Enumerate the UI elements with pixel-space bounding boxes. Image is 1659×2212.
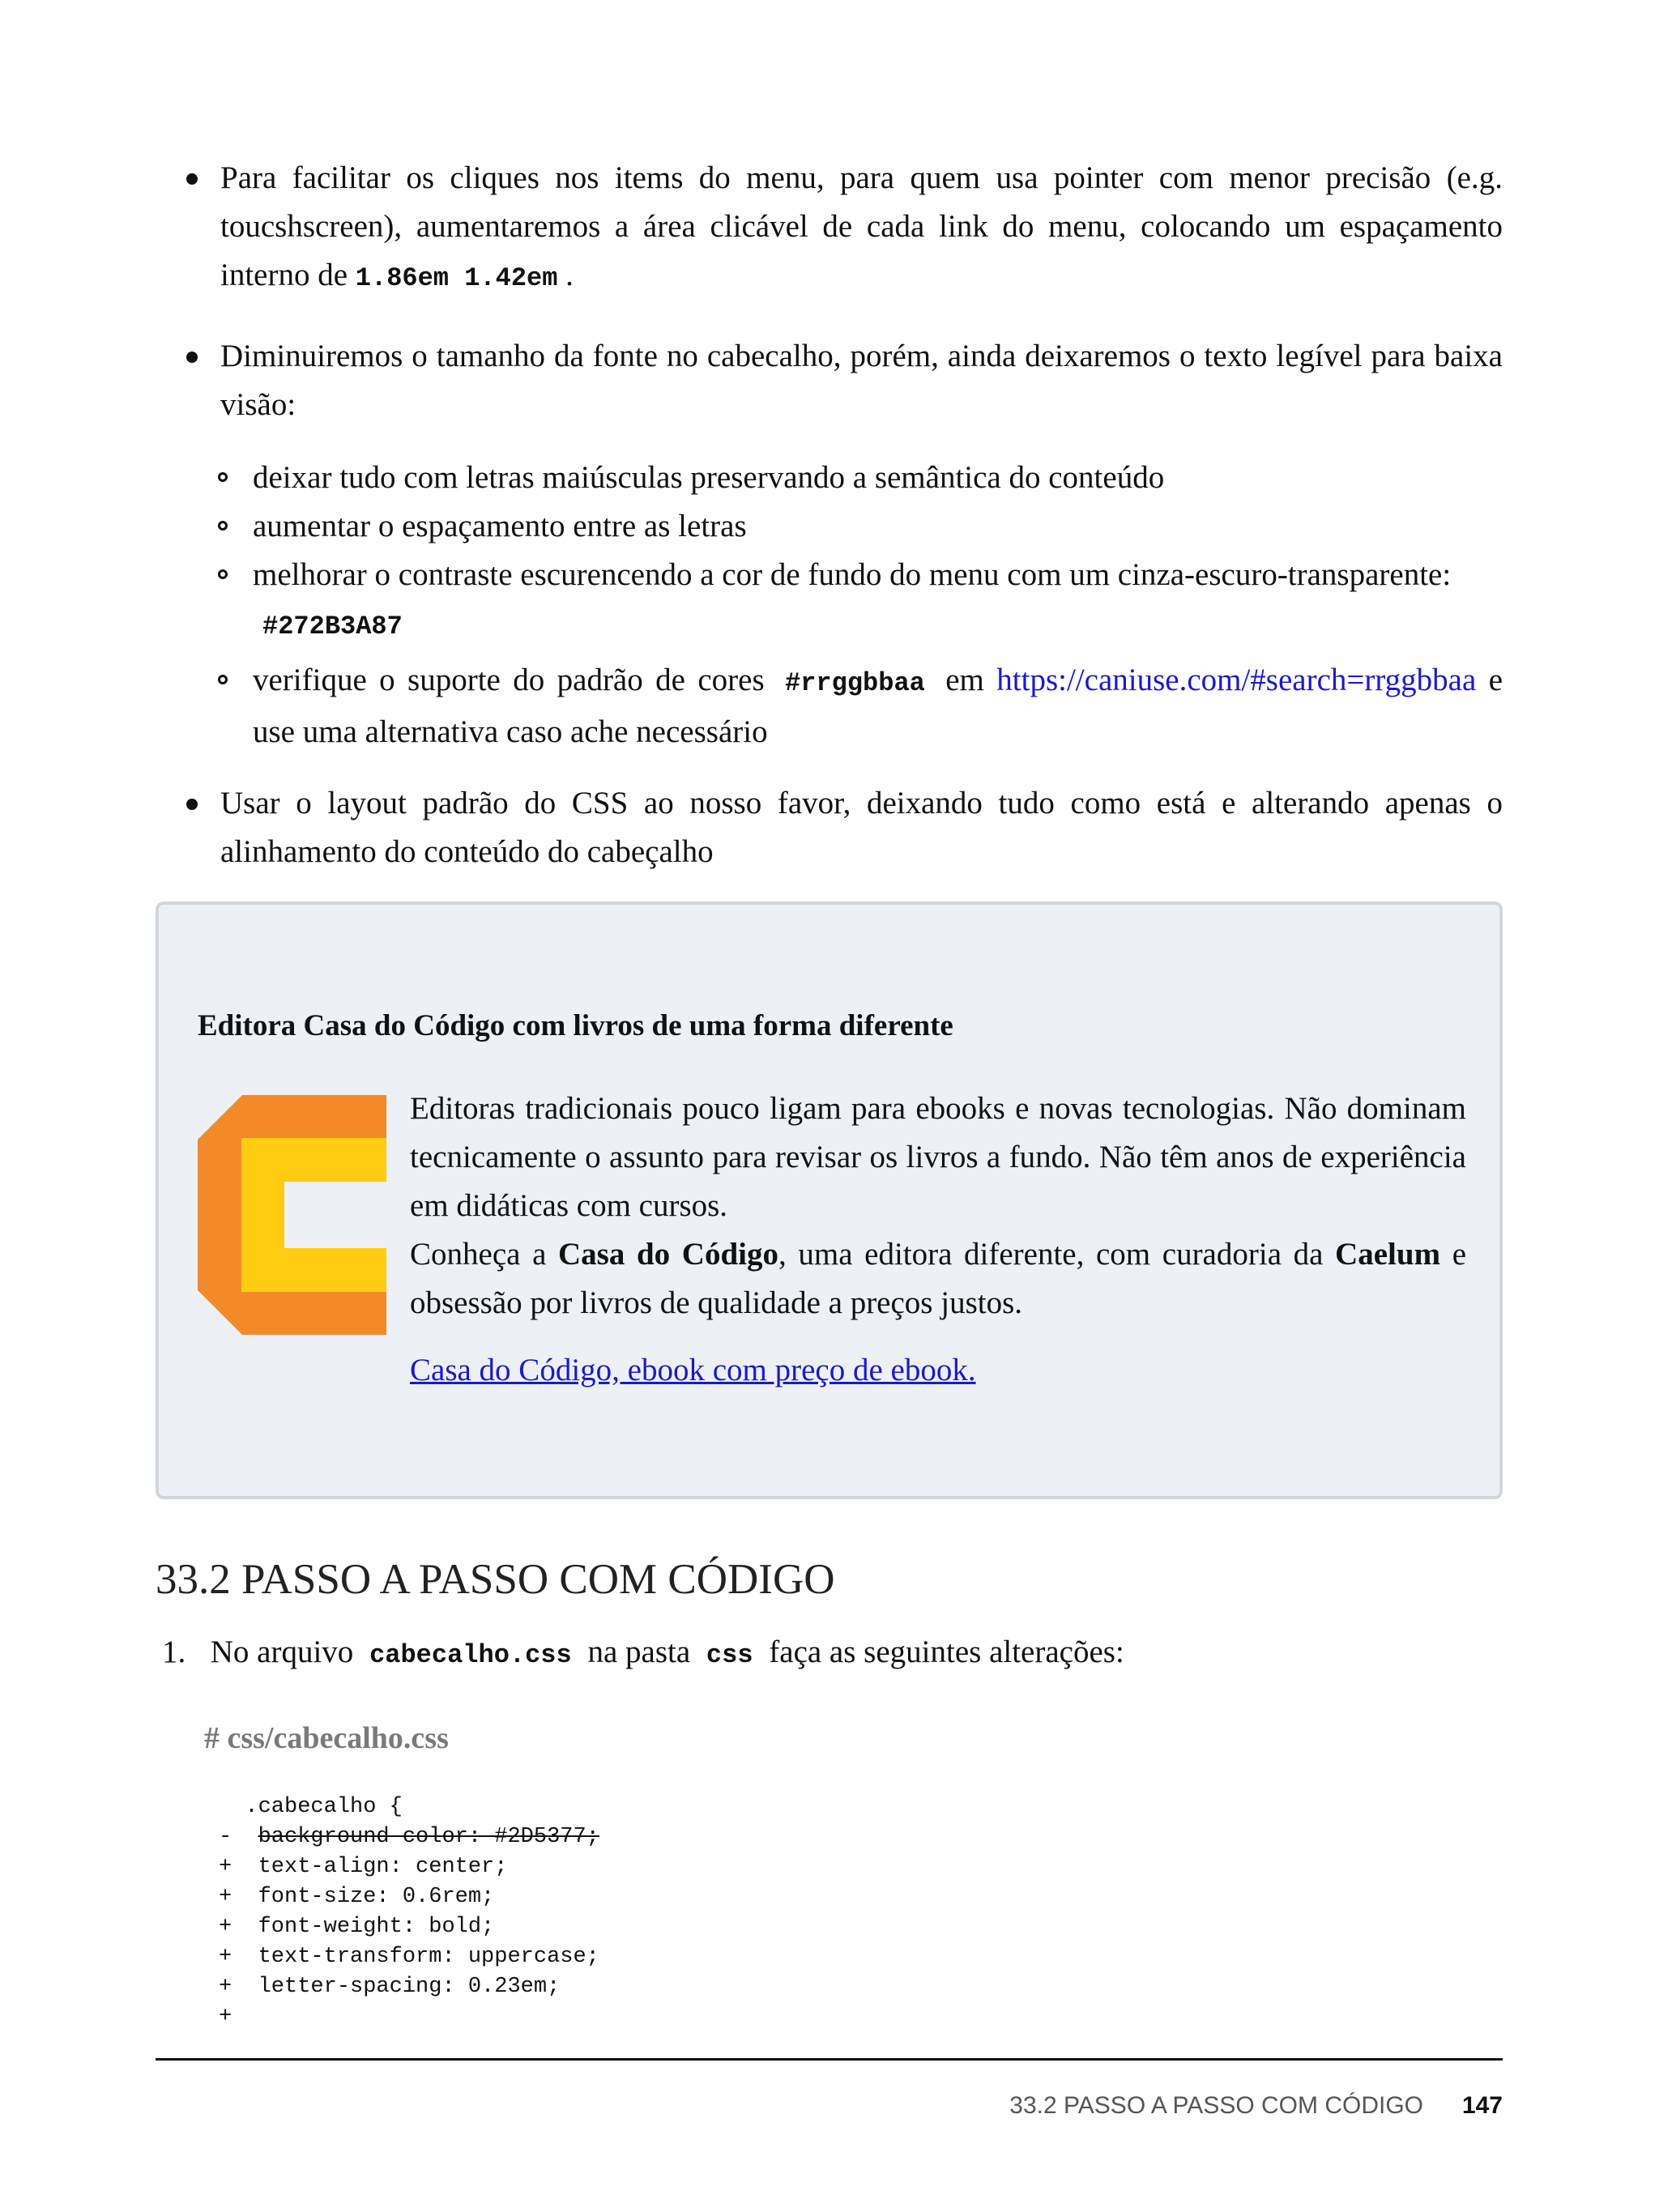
bullet-text: Para facilitar os cliques nos items do menu, para quem usa pointer com menor precisão (e.g. toucshscreen), aumentaremos a área clicável de cada link do menu, colocando um espaçamento interno de — [220, 160, 1503, 292]
sub-bullet-item — [156, 551, 1503, 651]
sub-bullet-item — [156, 454, 1503, 502]
sub-bullet-item — [156, 656, 1503, 757]
ad-text: e obsessão por livros de qualidade a preços justos. — [410, 1237, 1466, 1320]
sub-bullet-text: verifique o suporte do padrão de cores — [253, 663, 765, 697]
bullet-list — [156, 154, 1503, 876]
removed-code: background-color: #2D5377; — [258, 1825, 599, 1849]
inline-code: 1.86em 1.42em — [355, 263, 558, 293]
bullet-text-end: . — [565, 258, 574, 292]
logo-cutout — [284, 1182, 386, 1248]
sub-bullet-text: e use uma alternativa caso ache necessário — [253, 663, 1503, 749]
code-line: + font-size: 0.6rem; — [219, 1885, 495, 1909]
diff-prefix: - — [219, 1825, 258, 1849]
inline-code: #272B3A87 — [262, 612, 403, 641]
section-heading: 33.2 PASSO A PASSO COM CÓDIGO — [156, 1556, 835, 1603]
sub-bullet-item — [156, 502, 1503, 551]
inline-code: css — [706, 1640, 753, 1670]
sub-bullet-list — [156, 454, 1503, 757]
code-line: + letter-spacing: 0.23em; — [219, 1975, 561, 1999]
code-line: + — [219, 2005, 232, 2029]
code-line: + text-transform: uppercase; — [219, 1945, 599, 1969]
publisher-ad-box — [156, 901, 1503, 1499]
code-block — [219, 1792, 599, 2032]
footer-section-title: 33.2 PASSO A PASSO COM CÓDIGO — [1009, 2092, 1423, 2119]
ad-link[interactable]: Casa do Código, ebook com preço de ebook. — [410, 1353, 976, 1387]
footer-divider — [156, 2058, 1503, 2061]
ad-text: , uma editora diferente, com curadoria da — [778, 1237, 1324, 1272]
inline-code: #rrggbbaa — [785, 668, 925, 698]
sub-bullet-text: deixar tudo com letras maiúsculas preservando a semântica do conteúdo — [253, 460, 1165, 495]
bullet-item-layout — [156, 779, 1503, 876]
sub-bullet-text: aumentar o espaçamento entre as letras — [253, 509, 747, 543]
ad-text: Conheça a — [410, 1237, 547, 1272]
step-text: faça as seguintes alterações: — [769, 1634, 1124, 1669]
sub-bullet-text: em — [945, 663, 984, 697]
casa-do-codigo-logo — [198, 1095, 386, 1335]
caniuse-link[interactable]: https://caniuse.com/#search=rrggbbaa — [996, 663, 1477, 697]
ad-bold-brand: Casa do Código — [558, 1237, 778, 1272]
code-line — [219, 1822, 599, 1852]
sub-bullet-text: melhorar o contraste escurencendo a cor de fundo do menu com um cinza-escuro-transparente: — [253, 557, 1452, 592]
ad-bold-caelum: Caelum — [1335, 1237, 1441, 1272]
bullet-item-font-size — [156, 332, 1503, 757]
ad-paragraph — [410, 1230, 1466, 1328]
ad-title: Editora Casa do Código com livros de uma forma diferente — [198, 1009, 953, 1042]
bullet-text: Diminuiremos o tamanho da fonte no cabecalho, porém, ainda deixaremos o texto legível para baixa visão: — [220, 339, 1503, 422]
bullet-item-click-area — [156, 154, 1503, 303]
code-line: + font-weight: bold; — [219, 1915, 495, 1939]
code-file-label: # css/cabecalho.css — [204, 1721, 449, 1755]
code-line: + text-align: center; — [219, 1855, 508, 1879]
bullet-text: Usar o layout padrão do CSS ao nosso favor, deixando tudo como está e alterando apenas o alinhamento do conteúdo do cabeçalho — [220, 786, 1503, 869]
code-line: .cabecalho { — [219, 1795, 403, 1819]
ad-body — [410, 1085, 1466, 1328]
inline-code: cabecalho.css — [369, 1640, 572, 1670]
step-text: na pasta — [587, 1634, 691, 1669]
step-text: No arquivo — [210, 1634, 354, 1669]
ordered-list-item — [162, 1634, 1124, 1670]
page-number: 147 — [1461, 2092, 1503, 2119]
list-number: 1. — [162, 1634, 186, 1669]
ad-paragraph: Editoras tradicionais pouco ligam para ebooks e novas tecnologias. Não dominam tecnicamente o assunto para revisar os livros a fundo. Não têm anos de experiência em didáticas com cursos. — [410, 1091, 1466, 1223]
